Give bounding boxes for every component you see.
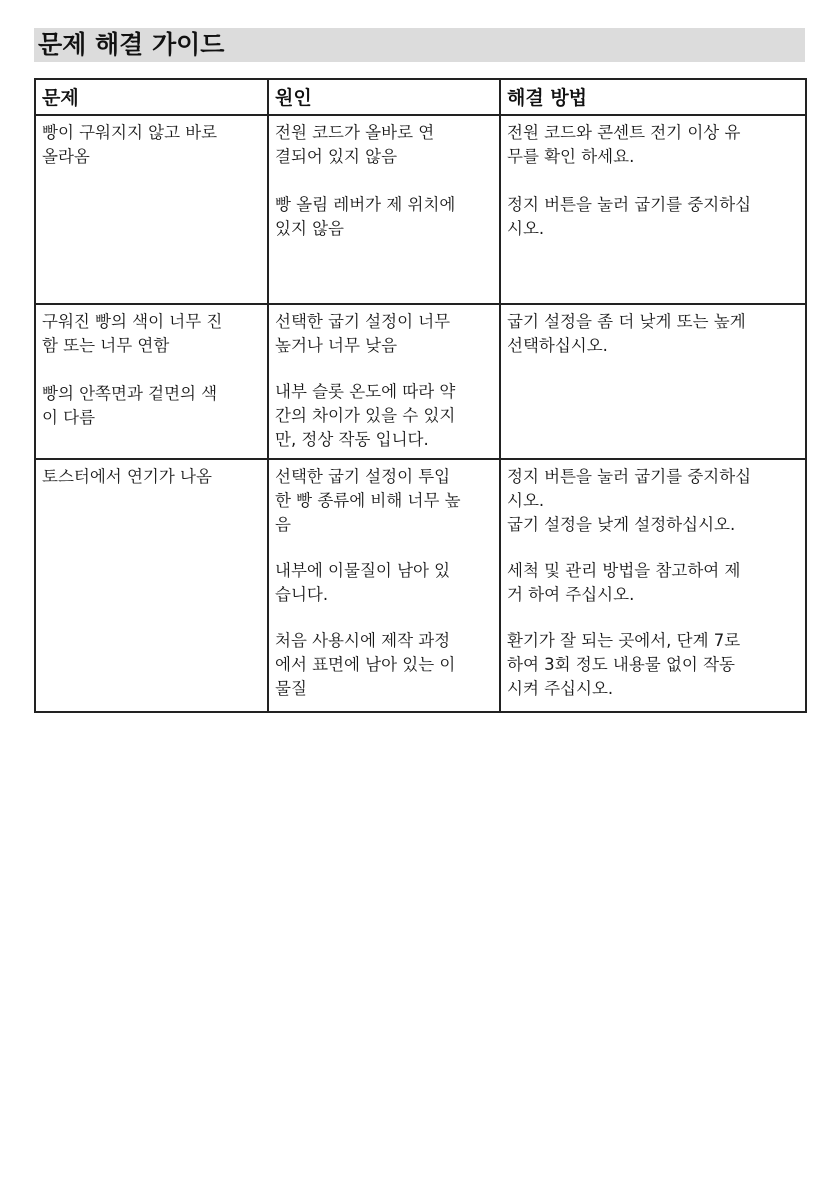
title-bar: [34, 28, 805, 62]
table-row: [35, 459, 806, 712]
cause-text: 내부에 이물질이 남아 있 습니다.: [275, 561, 451, 604]
cause-cell: [268, 459, 500, 712]
cause-text: 전원 코드가 올바로 연 결되어 있지 않음: [275, 123, 435, 166]
cause-text: 내부 슬롯 온도에 따라 약 간의 차이가 있을 수 있지 만, 정상 작동 입니다.: [275, 382, 456, 449]
solution-text: 굽기 설정을 좀 더 낮게 또는 높게 선택하십시오.: [507, 312, 746, 355]
header-problem: 문제: [35, 79, 268, 115]
troubleshooting-table: [34, 78, 807, 713]
problem-cell: [35, 115, 268, 304]
solution-text: 정지 버튼을 눌러 굽기를 중지하십 시오. 굽기 설정을 낮게 설정하십시오.: [507, 467, 752, 534]
cause-text: 빵 올림 레버가 제 위치에 있지 않음: [275, 195, 456, 238]
cause-text: 선택한 굽기 설정이 너무 높거나 너무 낮음: [275, 312, 451, 355]
cause-text: 선택한 굽기 설정이 투입 한 빵 종류에 비해 너무 높 음: [275, 467, 461, 534]
table-header-row: [35, 79, 806, 115]
header-cause: 원인: [268, 79, 500, 115]
problem-text: 빵의 안쪽면과 겉면의 색 이 다름: [42, 384, 218, 427]
problem-text: 구워진 빵의 색이 너무 진 함 또는 너무 연함: [42, 312, 223, 355]
solution-text: 환기가 잘 되는 곳에서, 단계 7로 하여 3회 정도 내용물 없이 작동 시켜 주십시오.: [507, 631, 741, 698]
problem-cell: [35, 459, 268, 712]
solution-text: 정지 버튼을 눌러 굽기를 중지하십 시오.: [507, 195, 752, 238]
cause-cell: [268, 304, 500, 459]
cause-text: 처음 사용시에 제작 과정 에서 표면에 남아 있는 이 물질: [275, 631, 456, 698]
problem-cell: [35, 304, 268, 459]
header-solution: 해결 방법: [500, 79, 806, 115]
solution-cell: [500, 459, 806, 712]
cause-cell: [268, 115, 500, 304]
solution-text: 전원 코드와 콘센트 전기 이상 유 무를 확인 하세요.: [507, 123, 741, 166]
solution-cell: [500, 115, 806, 304]
problem-text: 빵이 구워지지 않고 바로 올라옴: [42, 123, 218, 166]
solution-text: 세척 및 관리 방법을 참고하여 제 거 하여 주십시오.: [507, 561, 741, 604]
solution-cell: [500, 304, 806, 459]
problem-text: 토스터에서 연기가 나옴: [42, 467, 212, 486]
page-title: 문제 해결 가이드: [38, 30, 225, 59]
table-row: [35, 115, 806, 304]
table-row: [35, 304, 806, 459]
